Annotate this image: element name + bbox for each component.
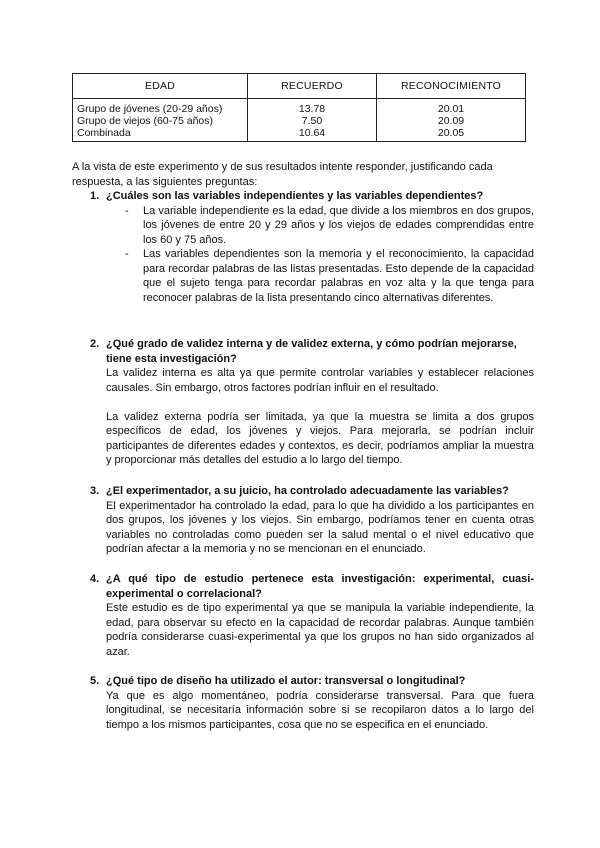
question-number: 4. — [90, 573, 100, 585]
table-row — [73, 99, 526, 142]
header-recuerdo: RECUERDO — [248, 74, 377, 99]
answer-paragraph: La validez externa podría ser limitada, ya que la muestra se limita a dos grupos específicos de edad, los jóvenes y viejos. Para mejorarla, se podrían incluir participantes de diferentes edades y contextos, es decir, podríamos ampliar la muestra y proporcionar más detalles del estudio a lo largo del tiempo. — [106, 410, 534, 466]
question-title: ¿Cuáles son las variables independientes y las variables dependientes? — [106, 190, 484, 202]
question-title: ¿Qué tipo de diseño ha utilizado el autor: transversal o longitudinal? — [106, 675, 466, 687]
table-cell-reconocimiento: 20.09 — [437, 115, 465, 127]
question-4 — [72, 572, 534, 659]
question-3 — [72, 484, 534, 557]
question-title: ¿A qué tipo de estudio pertenece esta investigación: experimental, cuasi-experimental o correlacional? — [106, 573, 534, 600]
question-answer — [106, 499, 534, 557]
question-number: 3. — [90, 485, 100, 497]
reconocimiento-column — [377, 99, 525, 141]
list-item: - Las variables dependientes son la memoria y el reconocimiento, la capacidad para recordar palabras de las listas presentadas. Esto depende de la capacidad que el sujeto tenga para recordar palabras en voz alta y la que tenga para reconocer palabras de la lista presentando cinco alternativas diferentes. — [125, 248, 534, 304]
question-number: 2. — [90, 338, 100, 350]
table-cell-group: Grupo de jóvenes (20-29 años) — [77, 103, 223, 115]
group-column — [73, 99, 247, 141]
table-cell-recuerdo: 13.78 — [298, 103, 326, 115]
answer-bullet-list — [106, 204, 534, 306]
question-title: ¿El experimentador, a su juicio, ha controlado adecuadamente las variables? — [106, 485, 509, 497]
question-answer — [106, 601, 534, 659]
header-edad: EDAD — [73, 74, 248, 99]
header-reconocimiento: RECONOCIMIENTO — [377, 74, 526, 99]
table-cell-recuerdo: 7.50 — [301, 115, 323, 127]
table-header-row — [73, 74, 526, 99]
question-number: 5. — [90, 675, 100, 687]
table-cell-group: Grupo de viejos (60-75 años) — [77, 115, 213, 127]
question-number: 1. — [90, 190, 100, 202]
answer-paragraph: La validez interna es alta ya que permite controlar variables y establecer relaciones causales. Sin embargo, otros factores podrían influir en el resultado. — [106, 367, 534, 394]
table-cell-reconocimiento: 20.05 — [437, 127, 465, 139]
question-answer — [106, 204, 534, 306]
table-cell-recuerdo: 10.64 — [298, 127, 326, 139]
question-answer — [106, 689, 534, 733]
list-item: - La variable independiente es la edad, que divide a los miembros en dos grupos, los jóvenes de entre 20 y 29 años y los viejos de edades comprendidas entre los 60 y 75 años. — [125, 204, 534, 246]
table-cell-group: Combinada — [77, 127, 131, 139]
results-table — [72, 73, 526, 142]
question-1 — [72, 189, 534, 305]
recuerdo-column — [248, 99, 376, 141]
list-item-text: La variable independiente es la edad, que divide a los miembros en dos grupos, los jóvenes de entre 20 y 29 años y los viejos de edades comprendidas entre los 60 y 75 años. — [143, 204, 534, 246]
question-5 — [72, 674, 534, 732]
intro-paragraph: A la vista de este experimento y de sus resultados intente responder, justificando cada respuesta, a las siguientes preguntas: — [72, 161, 493, 188]
question-2 — [72, 337, 534, 468]
answer-paragraph: Ya que es algo momentáneo, podría considerarse transversal. Para que fuera longitudinal, se necesitaría información sobre si se recopilaron datos a lo largo del tiempo a los mismos participantes, cosa que no se especifica en el enunciado. — [106, 689, 534, 731]
list-item-text: Las variables dependientes son la memoria y el reconocimiento, la capacidad para recordar palabras de las listas presentadas. Esto depende de la capacidad que el sujeto tenga para recordar palabras en voz alta y la que tenga para reconocer palabras de la lista presentando cinco alternativas diferentes. — [143, 248, 534, 304]
question-title: ¿Qué grado de validez interna y de validez externa, y cómo podrían mejorarse, tiene esta investigación? — [106, 338, 517, 365]
answer-paragraph: El experimentador ha controlado la edad, para lo que ha dividido a los participantes en dos grupos, los jóvenes y los viejos. Sin embargo, podríamos tener en cuenta otras variables no controladas como pueden ser la salud mental o el nivel educativo que podrían afectar a la memoria y no se mencionan en el enunciado. — [106, 499, 534, 555]
answer-paragraph: Este estudio es de tipo experimental ya que se manipula la variable independiente, la edad, para observar su efecto en la capacidad de recordar palabras. Aunque también podría considerarse cuasi-experimental ya que los grupos no han sido organizados al azar. — [106, 602, 534, 658]
question-answer — [106, 366, 534, 468]
table-cell-reconocimiento: 20.01 — [437, 103, 465, 115]
